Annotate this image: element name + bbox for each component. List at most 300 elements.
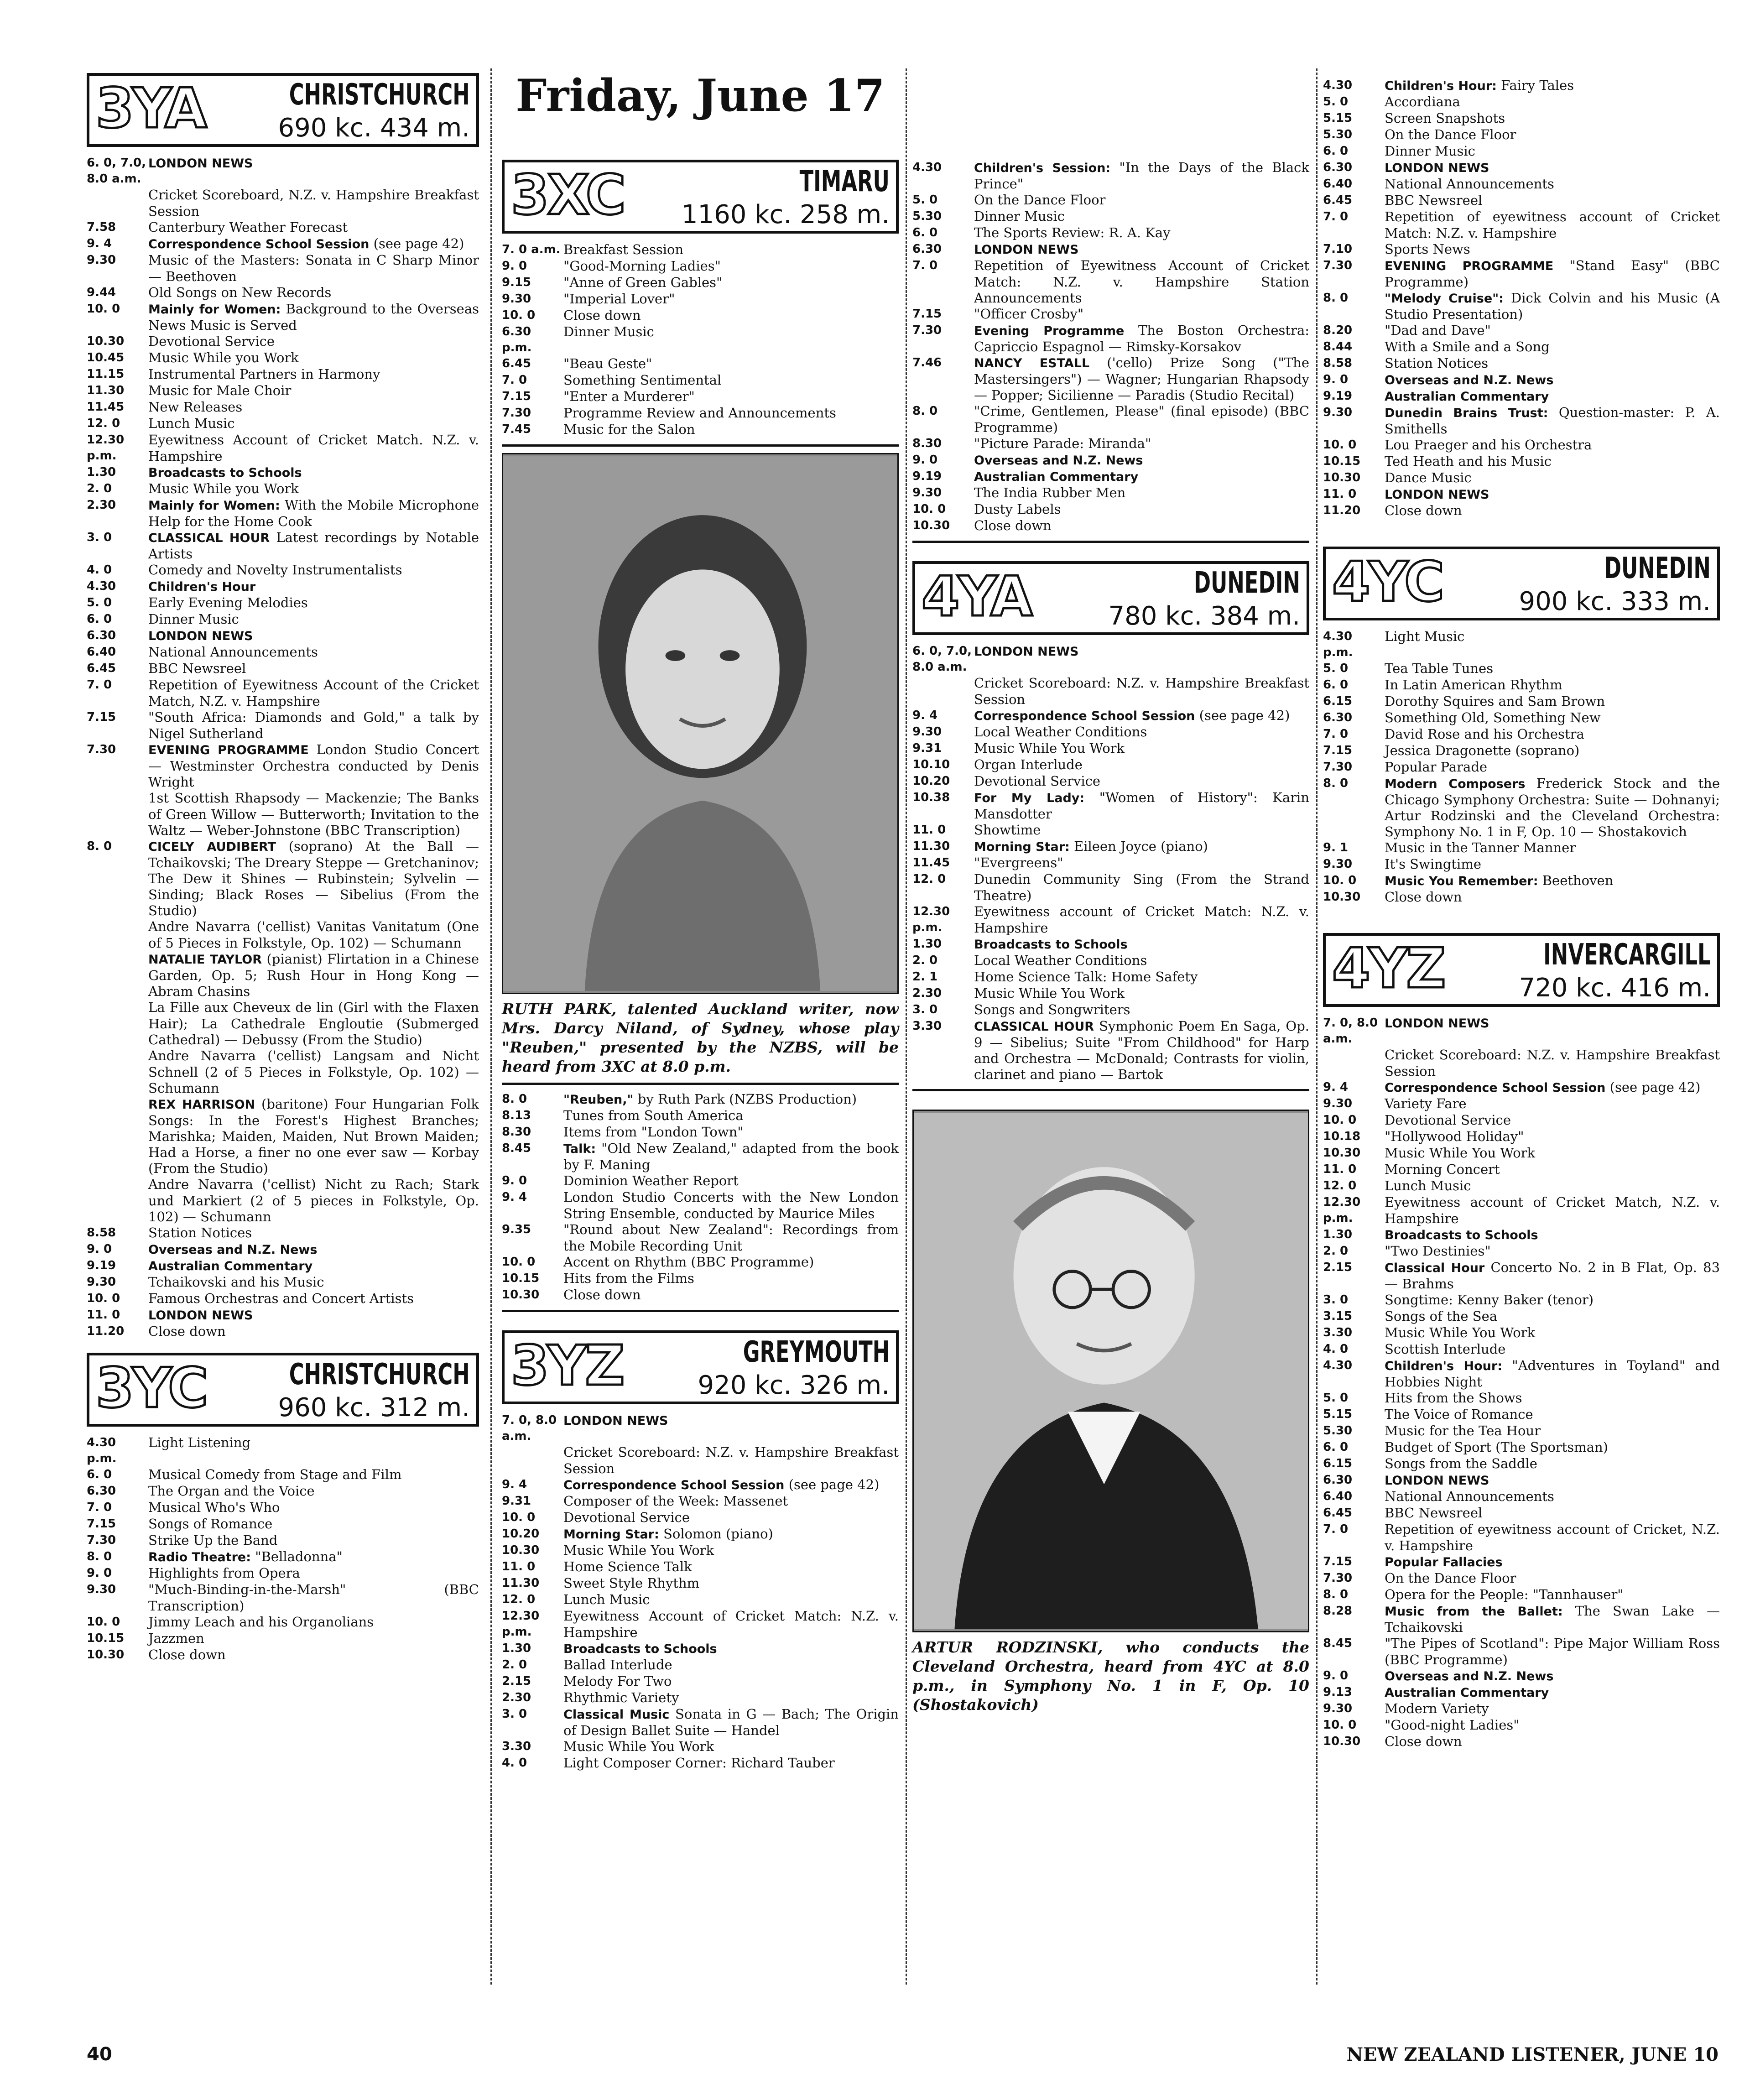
programme-detail: Close down: [148, 1647, 226, 1662]
programme-time: 11. 0: [1323, 487, 1357, 501]
programme-text: [1385, 1194, 1720, 1227]
programme-text: [148, 1483, 479, 1500]
programme-time: 6.30: [1323, 1473, 1353, 1487]
photo-ruth-park: [502, 453, 899, 994]
programme-time: 7.15: [912, 307, 942, 321]
programme-time: 1.30: [1323, 1228, 1353, 1241]
programme-text: [1385, 1341, 1720, 1358]
programme-detail: "Belladonna": [255, 1549, 343, 1564]
programme-text: [974, 790, 1309, 822]
programme-detail: Famous Orchestras and Concert Artists: [148, 1291, 414, 1306]
programme-detail: Songtime: Kenny Baker (tenor): [1385, 1292, 1594, 1308]
station-frequency: 920 kc. 326 m.: [698, 1370, 890, 1400]
programme-text: [563, 1739, 899, 1755]
programme-text: [1385, 1439, 1720, 1456]
programme-detail: BBC Newsreel: [148, 661, 246, 676]
programme-text: [563, 1141, 899, 1173]
programme-item: [1323, 503, 1720, 519]
programme-time: 7.45: [502, 422, 531, 436]
programme-item: [502, 1657, 899, 1673]
programme-text: [1385, 1407, 1720, 1423]
programme-item: [502, 1189, 899, 1222]
station-code: 3YZ: [511, 1334, 623, 1398]
programme-detail: Dusty Labels: [974, 501, 1061, 517]
programme-time: 4.30 p.m.: [1323, 630, 1353, 659]
programme-detail: Opera for the People: "Tannhauser": [1385, 1587, 1624, 1602]
programme-item: [1323, 873, 1720, 889]
programme-detail: Devotional Service: [1385, 1112, 1511, 1128]
station-city: DUNEDIN: [1193, 566, 1300, 600]
programme-item: [87, 399, 479, 416]
schedule-4ya: [912, 643, 1309, 1083]
programme-detail: Music While You Work: [974, 740, 1125, 756]
programme-detail: "Women of History": Karin Mansdotter: [974, 790, 1310, 822]
programme-detail: Repetition of Eyewitness Account of Cricket Match: N.Z. v. Hampshire Station Announcements: [974, 258, 1309, 306]
programme-text: [1385, 372, 1720, 388]
programme-item: [912, 985, 1309, 1002]
programme-time: 6. 0, 7.0, 8.0 a.m.: [912, 644, 972, 674]
programme-item: [87, 252, 479, 285]
programme-text: [1385, 176, 1720, 193]
programme-time: 7.15: [502, 390, 531, 403]
programme-text: [1385, 1734, 1720, 1750]
station-header-4ya: [912, 561, 1309, 635]
caption-ruth-park: RUTH PARK, talented Auckland writer, now Mrs. Darcy Niland, of Sydney, whose play "Reuben," presented by the NZBS, will be heard from 3XC at 8.0 p.m.: [502, 1000, 899, 1075]
programme-item: [912, 469, 1309, 485]
programme-item: [87, 1516, 479, 1532]
programme-item: [912, 969, 1309, 985]
programme-text: [148, 790, 479, 839]
programme-time: 9.44: [87, 286, 116, 299]
programme-item: [87, 1435, 479, 1467]
programme-heading: CLASSICAL HOUR: [974, 1020, 1094, 1034]
programme-item: [1323, 323, 1720, 339]
programme-item: [1323, 1358, 1720, 1390]
programme-detail: Sonata in G — Bach; The Origin of Design Ballet Suite — Handel: [563, 1706, 899, 1738]
programme-item: [1323, 1015, 1720, 1047]
page-number: 40: [87, 2044, 112, 2065]
programme-time: 8. 0: [1323, 776, 1349, 790]
programme-item: [1323, 1423, 1720, 1439]
programme-text: [148, 578, 479, 595]
schedule-4yz: [1323, 1015, 1720, 1750]
programme-text: [148, 155, 479, 187]
programme-text: [1385, 453, 1720, 470]
programme-time: 10. 0: [87, 302, 120, 316]
programme-detail: Instrumental Partners in Harmony: [148, 366, 380, 382]
programme-detail: "Hollywood Holiday": [1385, 1129, 1524, 1144]
programme-detail: On the Dance Floor: [1385, 1570, 1516, 1586]
programme-item: [1323, 1684, 1720, 1701]
programme-detail: David Rose and his Orchestra: [1385, 726, 1584, 742]
programme-item: [87, 677, 479, 709]
programme-time: 10.15: [87, 1631, 125, 1645]
programme-text: [1385, 726, 1720, 743]
programme-time: 10. 0: [87, 1292, 120, 1305]
programme-heading: Children's Hour: [148, 580, 256, 594]
programme-text: [1385, 677, 1720, 693]
programme-detail: Dinner Music: [148, 611, 239, 627]
programme-detail: "Evergreens": [974, 855, 1063, 870]
programme-detail: Melody For Two: [563, 1673, 672, 1689]
programme-detail: Ted Heath and his Music: [1385, 453, 1552, 469]
programme-item: [1323, 1292, 1720, 1308]
programme-text: [148, 677, 479, 709]
programme-time: 2. 0: [502, 1658, 527, 1672]
programme-text: [1385, 873, 1720, 889]
programme-text: [974, 241, 1309, 258]
programme-item: [87, 366, 479, 383]
programme-text: [974, 643, 1309, 675]
programme-time: 7. 0, 8.0 a.m.: [1323, 1016, 1378, 1046]
programme-heading: LONDON NEWS: [1385, 1016, 1489, 1031]
programme-detail: Music While You Work: [1385, 1145, 1536, 1161]
programme-time: 6.30 p.m.: [502, 325, 532, 354]
programme-detail: Ballad Interlude: [563, 1657, 672, 1673]
station-header-4yc: [1323, 547, 1720, 620]
programme-text: [974, 306, 1309, 323]
programme-time: 8.44: [1323, 340, 1353, 354]
programme-item: [1323, 1178, 1720, 1194]
programme-detail: Station Notices: [148, 1225, 252, 1240]
programme-detail: National Announcements: [1385, 1489, 1554, 1504]
programme-text: [148, 1582, 479, 1614]
programme-heading: Australian Commentary: [974, 470, 1139, 484]
programme-item: [87, 709, 479, 742]
programme-time: 11.30: [87, 384, 125, 397]
programme-time: 9. 0: [1323, 373, 1349, 386]
programme-detail: Andre Navarra ('cellist) Langsam and Nicht Schnell (2 of 5 Pieces in Folkstyle, Op. 102) — Schumann: [148, 1048, 479, 1096]
programme-item: [1323, 176, 1720, 193]
programme-detail: Solomon (piano): [663, 1526, 773, 1542]
programme-time: 5. 0: [912, 193, 938, 207]
programme-time: 10.30: [1323, 890, 1361, 904]
programme-detail: Close down: [1385, 503, 1462, 518]
programme-item: [1323, 776, 1720, 840]
programme-detail: Jazzmen: [148, 1631, 204, 1646]
programme-text: [148, 285, 479, 301]
programme-item: [87, 1647, 479, 1663]
programme-detail: Lunch Music: [1385, 1178, 1471, 1193]
programme-time: 9.35: [502, 1223, 531, 1236]
programme-text: [1385, 1227, 1720, 1243]
programme-item: [912, 258, 1309, 306]
programme-time: 7.30: [87, 743, 116, 756]
programme-time: 3.30: [912, 1019, 942, 1033]
programme-detail: Old Songs on New Records: [148, 285, 332, 300]
programme-detail: "Anne of Green Gables": [563, 275, 723, 290]
programme-detail: "Dad and Dave": [1385, 323, 1491, 338]
programme-detail: Symphonic Poem En Saga, Op. 9 — Sibelius; Suite "From Childhood" for Harp and Orchestra — McDonald; Contrasts for violin, clarinet and piano — Bartok: [974, 1018, 1309, 1082]
programme-detail: Concerto No. 2 in B Flat, Op. 83 — Brahms: [1385, 1260, 1720, 1292]
programme-detail: Morning Concert: [1385, 1162, 1500, 1177]
programme-detail: "Good-night Ladies": [1385, 1717, 1520, 1733]
station-frequency: 1160 kc. 258 m.: [681, 200, 890, 229]
programme-text: [563, 1690, 899, 1706]
programme-item: [87, 1500, 479, 1516]
programme-detail: Cricket Scoreboard: N.Z. v. Hampshire Breakfast Session: [974, 675, 1309, 707]
programme-detail: Fairy Tales: [1501, 78, 1574, 93]
programme-item: [1323, 405, 1720, 437]
programme-text: [1385, 1308, 1720, 1325]
programme-time: 1.30: [912, 937, 942, 951]
programme-text: [1385, 127, 1720, 143]
programme-text: [563, 1477, 899, 1493]
programme-text: [1385, 1162, 1720, 1178]
programme-time: 3.30: [502, 1740, 531, 1753]
programme-detail: BBC Newsreel: [1385, 1505, 1483, 1521]
programme-detail: Modern Variety: [1385, 1701, 1489, 1716]
programme-time: 3. 0: [502, 1707, 527, 1721]
programme-item: [1323, 856, 1720, 873]
programme-item: [1323, 372, 1720, 388]
programme-time: 10.10: [912, 758, 950, 771]
programme-time: 6.40: [87, 645, 116, 659]
programme-time: 6.45: [87, 662, 116, 675]
programme-detail: Devotional Service: [974, 773, 1101, 789]
programme-text: [1385, 193, 1720, 209]
programme-detail: Tea Table Tunes: [1385, 661, 1494, 676]
programme-item: [1323, 1047, 1720, 1079]
programme-item: [1323, 1112, 1720, 1129]
programme-time: 7. 0: [1323, 210, 1349, 224]
programme-time: 5.30: [1323, 1424, 1353, 1438]
programme-text: [563, 1287, 899, 1303]
programme-detail: Close down: [148, 1324, 226, 1339]
programme-item: [87, 1096, 479, 1177]
programme-heading: NATALIE TAYLOR: [148, 953, 262, 967]
programme-item: [87, 432, 479, 464]
programme-time: 7.30: [1323, 259, 1353, 272]
programme-text: [974, 855, 1309, 871]
programme-detail: Musical Who's Who: [148, 1500, 280, 1515]
programme-heading: Overseas and N.Z. News: [1385, 1669, 1554, 1683]
programme-item: [912, 501, 1309, 518]
programme-time: 10.30: [912, 519, 950, 532]
programme-heading: Correspondence School Session: [148, 237, 370, 251]
programme-item: [912, 675, 1309, 708]
divider: [912, 541, 1309, 543]
programme-text: [1385, 889, 1720, 906]
programme-time: 9.30: [912, 725, 942, 739]
programme-text: [148, 187, 479, 219]
programme-time: 7.30: [87, 1533, 116, 1547]
programme-item: [87, 1631, 479, 1647]
programme-time: 6.45: [1323, 1506, 1353, 1520]
schedule-3xc-continued: [912, 160, 1309, 534]
programme-heading: Mainly for Women:: [148, 302, 281, 317]
programme-item: [502, 1673, 899, 1690]
programme-text: [148, 1258, 479, 1274]
programme-heading: EVENING PROGRAMME: [1385, 259, 1554, 273]
programme-detail: (see page 42): [373, 236, 464, 251]
programme-detail: Home Science Talk: [563, 1559, 692, 1574]
programme-item: [502, 1477, 899, 1493]
programme-text: [1385, 1505, 1720, 1522]
station-city: INVERCARGILL: [1543, 938, 1711, 972]
programme-item: [1323, 1341, 1720, 1358]
programme-detail: Scottish Interlude: [1385, 1341, 1506, 1357]
programme-detail: The India Rubber Men: [974, 485, 1126, 500]
programme-item: [912, 355, 1309, 403]
programme-detail: Repetition of eyewitness account of Cricket, N.Z. v. Hampshire: [1385, 1522, 1720, 1553]
programme-time: 6.15: [1323, 1457, 1353, 1470]
programme-item: [87, 562, 479, 578]
programme-text: [148, 1225, 479, 1241]
programme-item: [502, 1271, 899, 1287]
programme-heading: Overseas and N.Z. News: [1385, 373, 1554, 387]
programme-item: [1323, 1243, 1720, 1260]
programme-detail: ('cello) Prize Song ("The Mastersingers") — Wagner; Hungarian Rhapsody — Popper; Sicilienne — Paradis (Studio Recital): [974, 355, 1309, 403]
programme-text: [563, 422, 899, 438]
programme-detail: Eyewitness Account of Cricket Match: N.Z. v. Hampshire: [563, 1608, 899, 1640]
programme-heading: NANCY ESTALL: [974, 356, 1090, 370]
programme-detail: Jessica Dragonette (soprano): [1385, 743, 1580, 758]
programme-detail: Songs from the Saddle: [1385, 1456, 1537, 1471]
programme-time: 11. 0: [912, 823, 946, 837]
programme-item: [1323, 1570, 1720, 1587]
programme-time: 10.30: [87, 1648, 125, 1662]
programme-time: 9. 4: [912, 709, 938, 722]
programme-text: [974, 871, 1309, 904]
programme-item: [1323, 388, 1720, 405]
programme-text: [148, 252, 479, 285]
programme-item: [1323, 486, 1720, 503]
programme-detail: Something Sentimental: [563, 372, 722, 388]
programme-item: [502, 372, 899, 389]
programme-text: [1385, 1292, 1720, 1308]
programme-item: [1323, 1717, 1720, 1734]
programme-item: [87, 1225, 479, 1241]
programme-text: [148, 333, 479, 350]
programme-text: [563, 1271, 899, 1287]
programme-item: [912, 1018, 1309, 1083]
programme-detail: Strike Up the Band: [148, 1532, 278, 1548]
programme-time: 9. 4: [1323, 1080, 1349, 1094]
programme-item: [87, 383, 479, 399]
programme-detail: Eyewitness Account of Cricket Match. N.Z. v. Hampshire: [148, 432, 479, 464]
programme-item: [1323, 743, 1720, 759]
programme-text: [1385, 290, 1720, 323]
programme-item: [87, 611, 479, 628]
programme-detail: Close down: [563, 307, 641, 323]
programme-time: 7. 0, 8.0 a.m.: [502, 1413, 557, 1443]
programme-item: [912, 323, 1309, 355]
programme-item: [87, 661, 479, 677]
programme-text: [1385, 1243, 1720, 1260]
programme-time: 6. 0: [1323, 144, 1349, 158]
programme-text: [563, 1510, 899, 1526]
programme-text: [974, 985, 1309, 1002]
programme-text: [1385, 1260, 1720, 1292]
programme-item: [912, 790, 1309, 822]
programme-time: 7. 0: [1323, 1522, 1349, 1536]
programme-detail: In Latin American Rhythm: [1385, 677, 1562, 693]
programme-time: 9. 4: [502, 1190, 527, 1204]
programme-item: [502, 1690, 899, 1706]
programme-heading: Classical Hour: [1385, 1261, 1485, 1275]
programme-item: [502, 275, 899, 291]
programme-text: [974, 1018, 1309, 1083]
station-code: 3YA: [96, 77, 205, 141]
programme-detail: Breakfast Session: [563, 242, 684, 257]
programme-detail: Local Weather Conditions: [974, 724, 1147, 740]
programme-text: [563, 1412, 899, 1444]
programme-text: [148, 1307, 479, 1324]
programme-item: [502, 1526, 899, 1542]
programme-text: [974, 225, 1309, 241]
programme-text: [1385, 1570, 1720, 1587]
programme-detail: Dorothy Squires and Sam Brown: [1385, 693, 1605, 709]
programme-item: [87, 578, 479, 595]
programme-time: 2. 1: [912, 970, 938, 984]
programme-detail: "Much-Binding-in-the-Marsh" (BBC Transcription): [148, 1582, 479, 1614]
programme-detail: (see page 42): [1199, 708, 1290, 723]
programme-detail: The Boston Orchestra: Capriccio Espagnol — Rimsky-Korsakov: [974, 323, 1309, 354]
programme-time: 10.15: [1323, 454, 1361, 468]
programme-item: [502, 422, 899, 438]
programme-heading: Children's Hour:: [1385, 79, 1497, 93]
programme-heading: Broadcasts to Schools: [1385, 1228, 1538, 1242]
programme-heading: Australian Commentary: [148, 1259, 313, 1273]
station-frequency: 720 kc. 416 m.: [1519, 973, 1711, 1003]
programme-time: 11. 0: [502, 1560, 536, 1574]
programme-item: [1323, 661, 1720, 677]
programme-detail: (pianist) Flirtation in a Chinese Garden, Op. 5; Rush Hour in Hong Kong — Abram Chasins: [148, 951, 479, 999]
programme-item: [1323, 1162, 1720, 1178]
programme-time: 10.30: [1323, 1735, 1361, 1748]
programme-time: 9.30: [1323, 406, 1353, 419]
station-city: GREYMOUTH: [743, 1335, 890, 1369]
programme-heading: Morning Star:: [563, 1527, 659, 1542]
programme-time: 4. 0: [87, 563, 112, 577]
programme-item: [87, 1258, 479, 1274]
programme-text: [974, 469, 1309, 485]
programme-item: [1323, 1145, 1720, 1162]
programme-detail: "Beau Geste": [563, 356, 652, 371]
programme-detail: "South Africa: Diamonds and Gold," a talk by Nigel Sutherland: [148, 709, 479, 741]
programme-detail: "Two Destinies": [1385, 1243, 1491, 1259]
programme-text: [1385, 1489, 1720, 1505]
programme-text: [1385, 78, 1720, 94]
programme-item: [1323, 1554, 1720, 1570]
page-title: Friday, June 17: [516, 70, 885, 121]
programme-detail: "The Pipes of Scotland": Pipe Major William Ross (BBC Programme): [1385, 1636, 1720, 1667]
programme-text: [1385, 1636, 1720, 1668]
programme-time: 9. 0: [502, 259, 527, 273]
programme-item: [1323, 1194, 1720, 1227]
programme-text: [148, 1324, 479, 1340]
programme-text: [563, 1575, 899, 1592]
programme-item: [502, 1124, 899, 1141]
programme-text: [1385, 1587, 1720, 1603]
programme-text: [563, 1673, 899, 1690]
programme-item: [87, 1000, 479, 1048]
programme-detail: Music While you Work: [148, 481, 299, 496]
programme-detail: Music of the Masters: Sonata in C Sharp Minor — Beethoven: [148, 252, 479, 284]
programme-time: 2. 0: [912, 954, 938, 967]
programme-item: [1323, 1701, 1720, 1717]
programme-time: 9.30: [1323, 1097, 1353, 1110]
divider: [502, 444, 899, 447]
programme-detail: Cricket Scoreboard: N.Z. v. Hampshire Breakfast Session: [563, 1444, 899, 1476]
programme-detail: Close down: [1385, 889, 1462, 905]
programme-text: [1385, 405, 1720, 437]
programme-detail: Light Composer Corner: Richard Tauber: [563, 1755, 835, 1771]
programme-text: [974, 452, 1309, 469]
programme-item: [87, 350, 479, 366]
programme-detail: "Enter a Murderer": [563, 389, 695, 404]
